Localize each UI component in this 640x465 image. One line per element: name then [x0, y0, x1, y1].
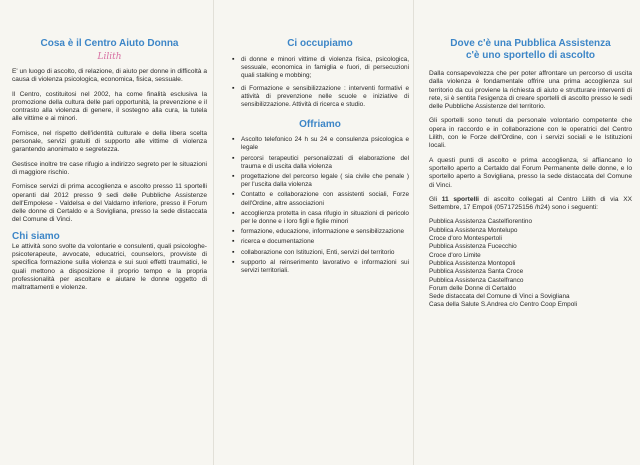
sportelli-count: 11 sportelli	[441, 195, 480, 203]
location-item: Croce d'oro Montespertoli	[429, 235, 502, 243]
list-item: ▪ Contatto e collaborazione con assistenti sociali, Forze dell'Ordine, altre associazioni	[241, 191, 409, 207]
sportelli-prefix: Gli	[429, 195, 438, 203]
we-handle-title: Ci occupiamo	[287, 38, 353, 49]
about-paragraph: Il Centro, costituitosi nel 2002, ha come finalità esclusiva la promozione della cultura delle pari opportunità, la prevenzione e il contrasto alla violenza di genere, il sostegno alla cura, la tutela alle vittime e ai minori.	[12, 90, 207, 123]
location-item: Pubblica Assistenza Fucecchio	[429, 243, 517, 251]
location-item: Croce d'oro Limite	[429, 251, 481, 259]
list-item: ▪ formazione, educazione, informazione e sensibilizzazione	[241, 228, 409, 236]
about-title: Cosa è il Centro Aiuto Donna	[40, 38, 179, 49]
sportelli-intro	[429, 196, 632, 213]
locations-title-line2: c'è uno sportello di ascolto	[465, 50, 596, 61]
about-paragraph: Gestisce inoltre tre case rifugio a indirizzo segreto per le situazioni di maggiore rischio.	[12, 160, 207, 176]
locations-paragraph: Dalla consapevolezza che per poter affrontare un percorso di uscita dalla violenza è fondamentale offrire una prima accoglienza sul territorio da cui proviene la richiesta di aiuto e strutturare interventi di rete, si è sentita l'esigenza di creare sportelli di ascolto presso le sedi delle Pubbliche Assistenze del territorio.	[429, 70, 632, 111]
about-paragraph: E' un luogo di ascolto, di relazione, di aiuto per donne in difficoltà a causa di violenza psicologica, economica, fisica, sessuale.	[12, 68, 207, 84]
location-item: Pubblica Assistenza Santa Croce	[429, 268, 524, 276]
sportelli-rest: di ascolto collegati al Centro Lilith di via XX Settembre, 17 Empoli (0571725156 /h24) sono i seguenti:	[429, 195, 633, 212]
list-item: ▪ Ascolto telefonico 24 h su 24 e consulenza psicologica e legale	[241, 136, 409, 152]
list-item: ▪ progettazione del percorso legale ( sia civile che penale ) per l'uscita dalla violenza	[241, 173, 409, 189]
list-item: ▪ di Formazione e sensibilizzazione : interventi formativi e attività di prevenzione nelle scuole e iniziative di sensibilizzazione. Attività di ricerca e studio.	[241, 85, 409, 110]
location-item: Pubblica Assistenza Castelfiorentino	[429, 218, 533, 226]
column-about	[0, 0, 213, 465]
column-services	[213, 0, 413, 465]
location-item: Sede distaccata del Comune di Vinci a Sovigliana	[429, 293, 570, 301]
we-offer-list	[231, 136, 409, 275]
about-paragraph: Fornisce servizi di prima accoglienza e ascolto presso 11 sportelli operanti dal 2012 presso 9 sedi delle Pubbliche Assistenze dell'Empolese - Valdelsa e del Valdarno inferiore, presso il Forum delle donne di Certaldo e a Sovigliana, presso la sede distaccata del Comune di Vinci.	[12, 183, 207, 224]
we-offer-title: Offriamo	[299, 119, 341, 131]
locations-list	[429, 218, 632, 309]
list-item: ▪ collaborazione con Istituzioni, Enti, servizi del territorio	[241, 249, 409, 257]
locations-title-line1: Dove c'è una Pubblica Assistenza	[450, 38, 611, 49]
list-item: ▪ di donne e minori vittime di violenza fisica, psicologica, sessuale, economica in famiglia e fuori, di persecuzioni quali stalking e mobbing;	[241, 56, 409, 81]
we-handle-list	[231, 56, 409, 109]
location-item: Casa della Salute S.Andrea c/o Centro Coop Empoli	[429, 301, 578, 309]
list-item: ▪ supporto al reinserimento lavorativo e informazioni sui servizi territoriali.	[241, 259, 409, 275]
who-we-are-title: Chi siamo	[12, 230, 60, 242]
who-we-are-paragraph: Le attività sono svolte da volontarie e consulenti, quali psicologhe-psicoterapeute, avvocate, educatrici, counselors, provviste di specifica formazione sulla violenza e sui suoi effetti traumatici, le quali mettono a disposizione il proprio tempo e la propria professionalità per ascoltare e aiutare le donne oggetto di maltrattamenti e violenze.	[12, 242, 207, 292]
column-locations	[413, 0, 640, 465]
location-item: Pubblica Assistenza Castelfranco	[429, 276, 524, 284]
list-item: ▪ percorsi terapeutici personalizzati di elaborazione del trauma e di uscita dalla violenza	[241, 155, 409, 171]
about-paragraph: Fornisce, nel rispetto dell'identità culturale e della libera scelta personale, servizi gratuiti di supporto alle vittime di violenza garantendo anonimato e segretezza.	[12, 129, 207, 154]
list-item: ▪ accoglienza protetta in casa rifugio in situazioni di pericolo per le donne e i loro figli e figlie minori	[241, 210, 409, 226]
location-item: Forum delle Donne di Certaldo	[429, 284, 517, 292]
location-item: Pubblica Assistenza Montopoli	[429, 259, 516, 267]
location-item: Pubblica Assistenza Montelupo	[429, 226, 518, 234]
list-item: ▪ ricerca e documentazione	[241, 238, 409, 246]
locations-paragraph: A questi punti di ascolto e prima accoglienza, si affiancano lo sportello aperto a Certaldo dal Forum Permanente delle donne, e lo sportello aperto a Sovigliana, presso la sede distaccata del Comune di Vinci.	[429, 156, 632, 189]
locations-paragraph: Gli sportelli sono tenuti da personale volontario competente che opera in raccordo e in collaborazione con le operatrici del Centro Lilith, con le Forze dell'Ordine, con i servizi sociali e le Istituzioni locali.	[429, 117, 632, 150]
lilith-logo: Lilith	[97, 52, 122, 62]
